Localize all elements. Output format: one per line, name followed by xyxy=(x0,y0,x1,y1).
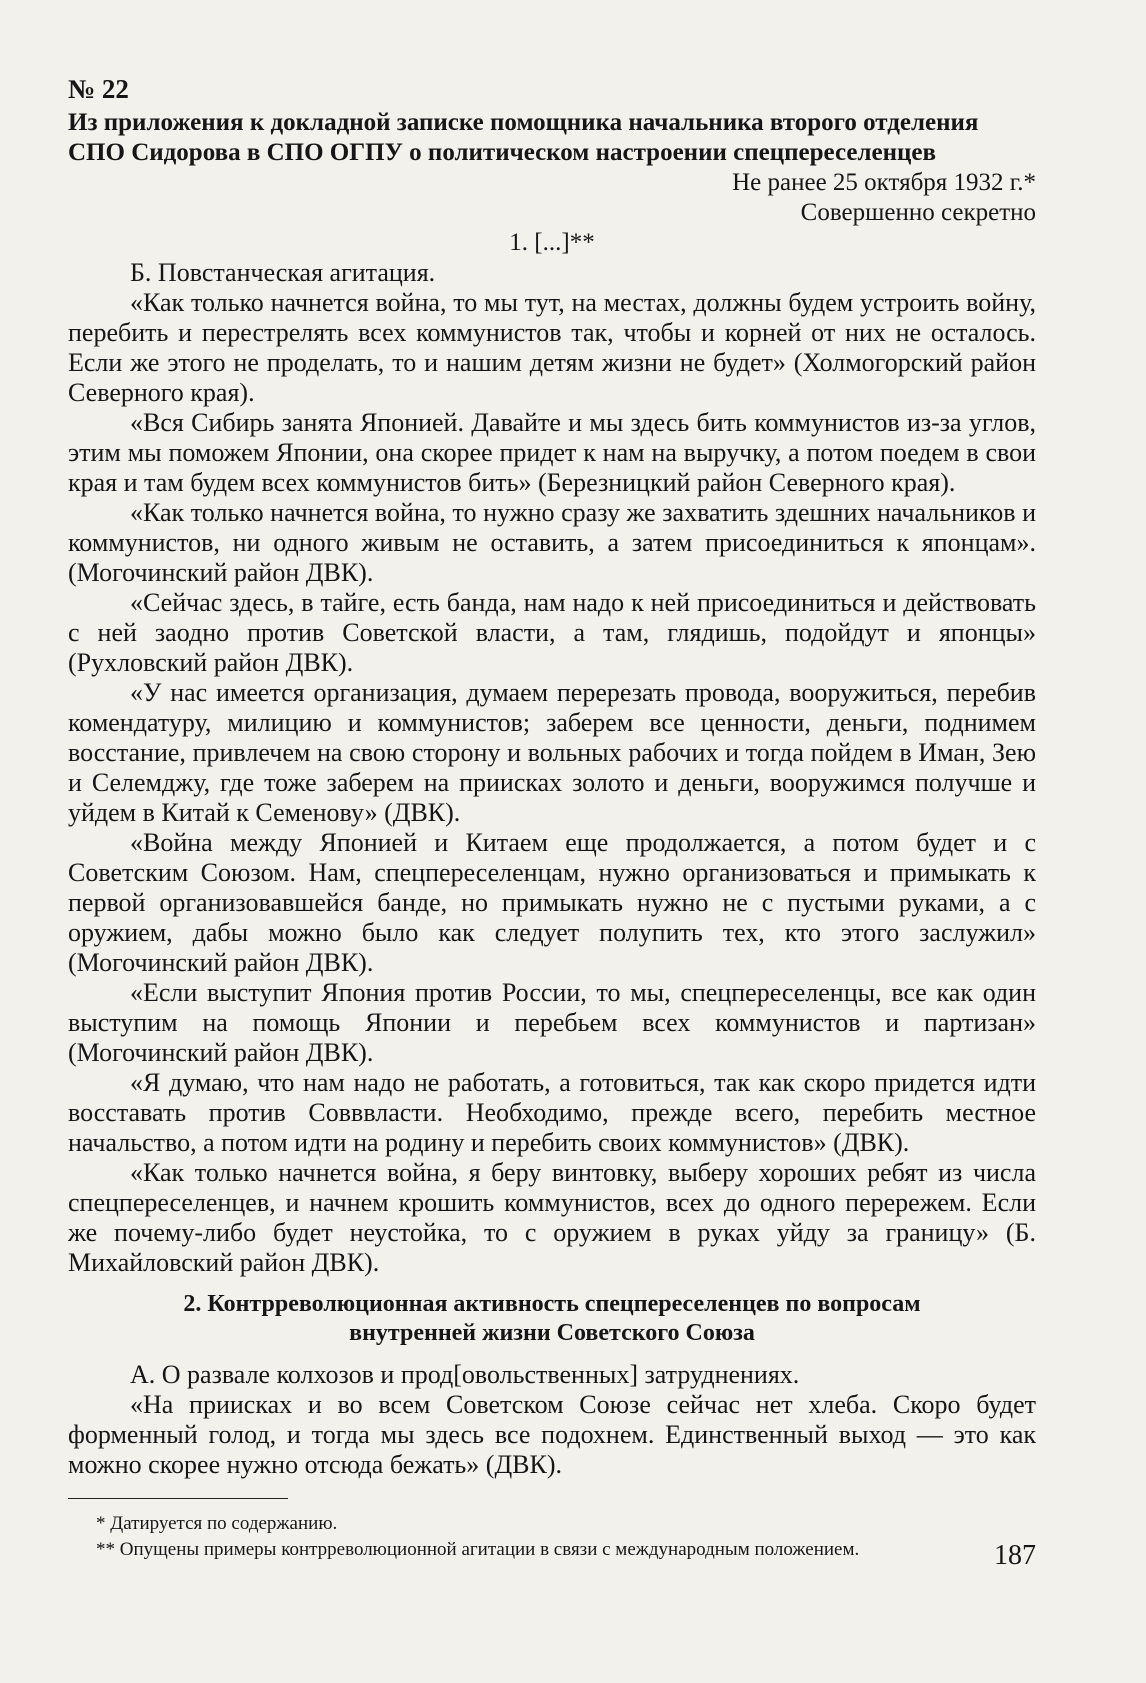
quote-paragraph: «Вся Сибирь занята Японией. Давайте и мы здесь бить коммунистов из-за углов, этим мы поможем Японии, она скорее придет к нам на выручку, а потом поедем в свои края и там будем всех коммунистов бить» (Березницкий район Северного края). xyxy=(68,408,1036,497)
quote-paragraph: «Как только начнется война, то нужно сразу же захватить здешних начальников и коммунистов, ни одного живым не оставить, а затем присоединиться к японцам». (Могочинский район ДВК). xyxy=(68,498,1036,587)
quote-paragraph: «На приисках и во всем Советском Союзе сейчас нет хлеба. Скоро будет форменный голод, и тогда мы здесь все подохнем. Единственный выход — это как можно скорее нужно отсюда бежать» (ДВК). xyxy=(68,1390,1036,1479)
section-two-heading: 2. Контрреволюционная активность спецпереселенцев по вопросам внутренней жизни Советского Союза xyxy=(183,1291,921,1346)
section-two-text xyxy=(68,1360,1036,1480)
footnote-2: ** Опущены примеры контрреволюционной агитации в связи с международным положением. xyxy=(96,1539,860,1560)
part-b-text xyxy=(68,258,1036,1278)
document-title: Из приложения к докладной записке помощника начальника второго отделения СПО Сидорова в СПО ОГПУ о политическом настроении спецпереселенцев xyxy=(68,109,979,166)
quote-paragraph: «Как только начнется война, я беру винтовку, выберу хороших ребят из числа спецпереселенцев, и начнем крошить коммунистов, всех до одного перережем. Если же почему-либо будет неустойка, то с оружием в руках уйду за границу» (Б. Михайловский район ДВК). xyxy=(68,1158,1036,1277)
quote-paragraph: «Сейчас здесь, в тайге, есть банда, нам надо к ней присоединиться и действовать с ней заодно против Советской власти, а там, глядишь, подойдут и японцы» (Рухловский район ДВК). xyxy=(68,588,1036,677)
secrecy-stamp: Совершенно секретно xyxy=(800,199,1036,226)
quote-paragraph: «У нас имеется организация, думаем перерезать провода, вооружиться, перебив комендатуру, милицию и коммунистов; заберем все ценности, деньги, поднимем восстание, привлечем на свою сторону и вольных рабочих и тогда пойдем в Иман, Зею и Селемджу, где тоже заберем на приисках золото и деньги, вооружимся получше и уйдем в Китай к Семенову» (ДВК). xyxy=(68,678,1036,827)
document-date: Не ранее 25 октября 1932 г.* xyxy=(732,169,1036,196)
document-page xyxy=(68,74,1036,1563)
footnote-divider xyxy=(68,1498,288,1499)
quote-paragraph: «Как только начнется война, то мы тут, на местах, должны будем устроить войну, перебить и перестрелять всех коммунистов так, чтобы и корней от них не осталось. Если же этого не проделать, то и нашим детям жизни не будет» (Холмогорский район Северного края). xyxy=(68,288,1036,407)
page-number: 187 xyxy=(994,1540,1036,1571)
part-b-heading: Б. Повстанческая агитация. xyxy=(130,258,436,287)
footnote-1: * Датируется по содержанию. xyxy=(96,1513,338,1534)
document-number: № 22 xyxy=(68,74,129,104)
quote-paragraph: «Если выступит Япония против России, то мы, спецпереселенцы, все как один выступим на помощь Японии и перебьем всех коммунистов и партизан» (Могочинский район ДВК). xyxy=(68,978,1036,1067)
quote-paragraph: «Война между Японией и Китаем еще продолжается, а потом будет и с Советским Союзом. Нам, спецпереселенцам, нужно организоваться и примыкать к первой организовавшейся банде, но примыкать нужно не с пустыми руками, а с оружием, дабы можно было как следует полупить тех, кто этого заслужил» (Могочинский район ДВК). xyxy=(68,828,1036,977)
quote-paragraph: «Я думаю, что нам надо не работать, а готовиться, так как скоро придется идти восставать против Совввласти. Необходимо, прежде всего, перебить местное начальство, а потом идти на родину и перебить своих коммунистов» (ДВК). xyxy=(68,1068,1036,1157)
section-two-subheading: А. О развале колхозов и прод[овольственных] затруднениях. xyxy=(130,1360,800,1389)
section-one-marker: 1. [...]** xyxy=(509,229,595,256)
